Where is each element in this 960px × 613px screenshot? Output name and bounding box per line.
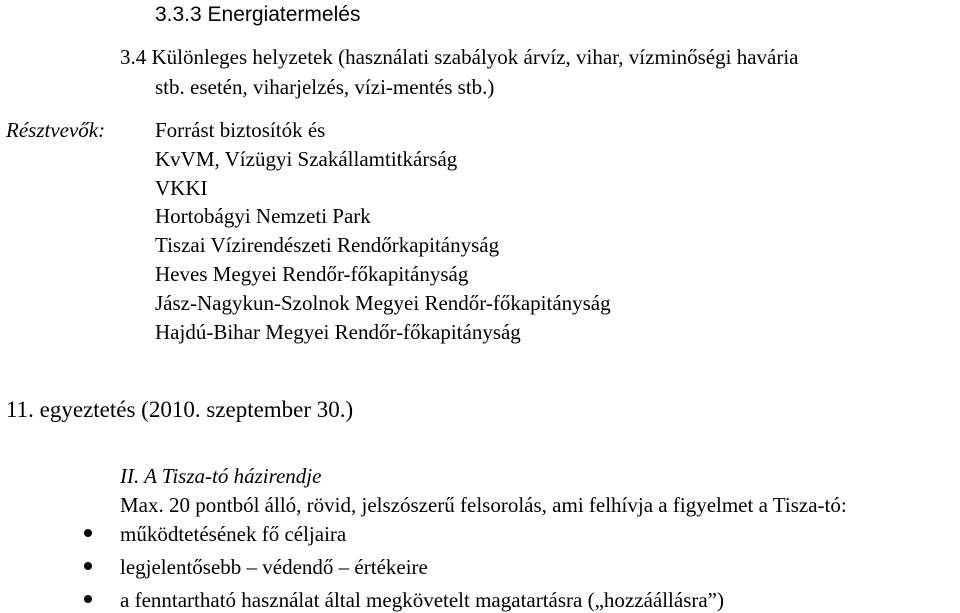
participant-item: Hortobágyi Nemzeti Park <box>155 204 371 228</box>
participants-label: Résztvevők: <box>6 118 106 142</box>
bullet-item: működtetésének fő céljaira <box>120 522 347 546</box>
participant-item: Tiszai Vízirendészeti Rendőrkapitányság <box>155 233 500 257</box>
section-II-intro: Max. 20 pontból álló, rövid, jelszószerű felsorolás, ami felhívja a figyelmet a Tisza-tó: <box>120 493 847 517</box>
heading-3-4-line1: 3.4 Különleges helyzetek (használati szabályok árvíz, vihar, vízminőségi havária <box>120 45 799 69</box>
bullet-item: legjelentősebb – védendő – értékeire <box>120 555 428 579</box>
participant-item: Heves Megyei Rendőr-főkapitányság <box>155 262 469 286</box>
section-II-title: II. A Tisza-tó házirendje <box>120 464 322 488</box>
bullet-dot-icon <box>84 595 92 603</box>
participant-item: KvVM, Vízügyi Szakállamtitkárság <box>155 147 458 171</box>
bullet-dot-icon <box>84 562 92 570</box>
heading-3-4-line2: stb. esetén, viharjelzés, vízi-mentés stb.) <box>155 75 495 99</box>
bullet-item: a fenntartható használat által megkövetelt magatartásra („hozzáállásra”) <box>120 588 724 612</box>
meeting-heading: 11. egyeztetés (2010. szeptember 30.) <box>6 397 354 422</box>
bullet-dot-icon <box>84 529 92 537</box>
participant-item: Forrást biztosítók és <box>155 118 326 142</box>
participant-item: VKKI <box>155 176 208 200</box>
participant-item: Jász-Nagykun-Szolnok Megyei Rendőr-főkapitányság <box>155 291 611 315</box>
participant-item: Hajdú-Bihar Megyei Rendőr-főkapitányság <box>155 320 521 344</box>
heading-3-3-3: 3.3.3 Energiatermelés <box>155 3 361 26</box>
